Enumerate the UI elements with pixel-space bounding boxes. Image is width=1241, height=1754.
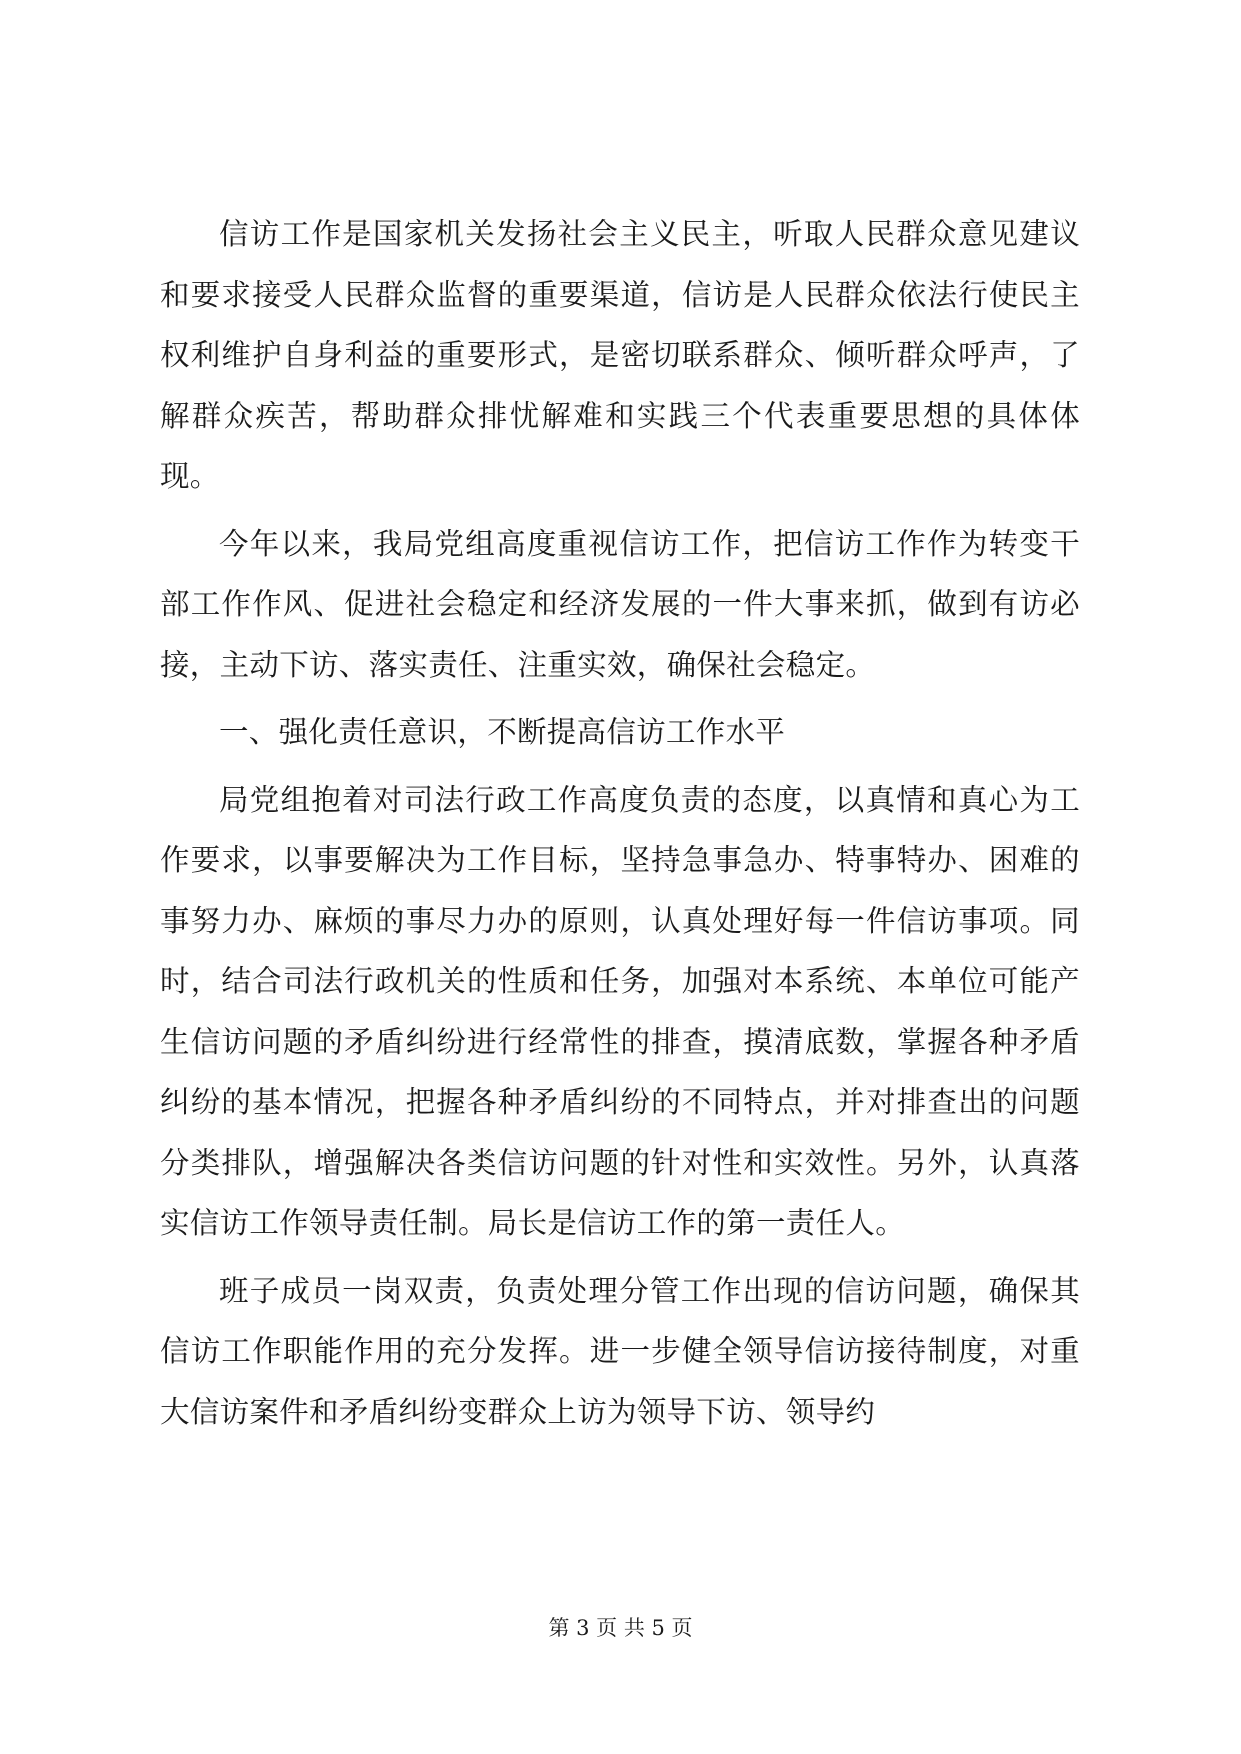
paragraph-this-year: 今年以来，我局党组高度重视信访工作，把信访工作作为转变干部工作作风、促进社会稳定和经济发展的一件大事来抓，做到有访必接，主动下访、落实责任、注重实效，确保社会稳定。	[160, 526, 1080, 682]
paragraph-intro: 信访工作是国家机关发扬社会主义民主，听取人民群众意见建议和要求接受人民群众监督的重要渠道，信访是人民群众依法行使民主权利维护自身利益的重要形式，是密切联系群众、倾听群众呼声，了解群众疾苦，帮助群众排忧解难和实践三个代表重要思想的具体体现。	[160, 217, 1080, 493]
section-heading-1: 一、强化责任意识，不断提高信访工作水平	[219, 715, 786, 749]
paragraph-team-members: 班子成员一岗双责，负责处理分管工作出现的信访问题，确保其信访工作职能作用的充分发挥。进一步健全领导信访接待制度，对重大信访案件和矛盾纠纷变群众上访为领导下访、领导约	[160, 1273, 1080, 1429]
document-body	[160, 204, 1080, 1442]
page-footer: 第 3 页 共 5 页	[548, 1616, 693, 1640]
paragraph-party-group: 局党组抱着对司法行政工作高度负责的态度，以真情和真心为工作要求，以事要解决为工作目标，坚持急事急办、特事特办、困难的事努力办、麻烦的事尽力办的原则，认真处理好每一件信访事项。同时，结合司法行政机关的性质和任务，加强对本系统、本单位可能产生信访问题的矛盾纠纷进行经常性的排查，摸清底数，掌握各种矛盾纠纷的基本情况，把握各种矛盾纠纷的不同特点，并对排查出的问题分类排队，增强解决各类信访问题的针对性和实效性。另外，认真落实信访工作领导责任制。局长是信访工作的第一责任人。	[160, 782, 1080, 1240]
